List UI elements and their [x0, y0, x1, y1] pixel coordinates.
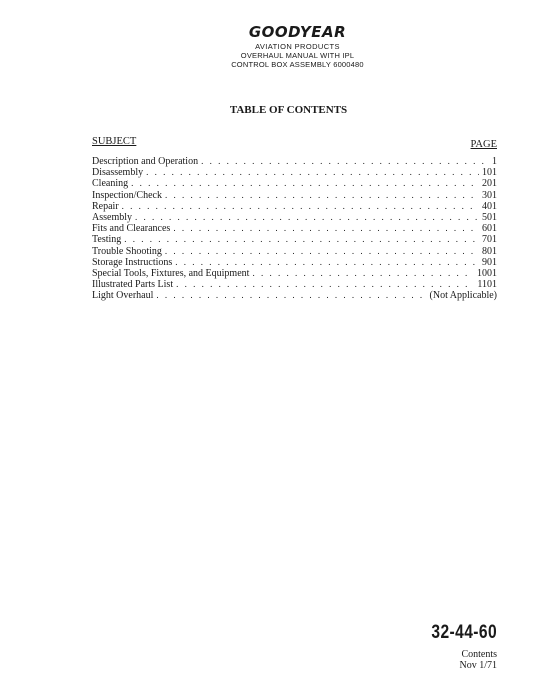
leader-dots: [176, 279, 474, 290]
toc-entry-page: 1: [492, 156, 497, 167]
leader-dots: [156, 290, 426, 301]
toc-entry-subject: Cleaning: [92, 178, 129, 190]
brand-logo: GOODYEAR: [248, 23, 347, 41]
leader-dots: [165, 246, 479, 257]
toc-entry-subject: Inspection/Check: [92, 189, 162, 201]
toc-entry-page: (Not Applicable): [429, 290, 497, 302]
toc-entry-page: 701: [482, 234, 497, 246]
leader-dots: [165, 190, 479, 201]
toc-entry-trouble-shooting[interactable]: [92, 246, 497, 257]
toc-entry-illustrated-parts[interactable]: [92, 279, 497, 290]
toc-entry-special-tools[interactable]: [92, 268, 497, 279]
toc-entry-subject: Testing: [92, 234, 122, 246]
toc-entry-disassembly[interactable]: [92, 167, 497, 178]
toc-entry-page: 801: [482, 245, 497, 257]
leader-dots: [252, 268, 474, 279]
document-header: [0, 24, 541, 69]
manual-title: OVERHAUL MANUAL WITH IPL: [240, 51, 355, 60]
revision-date: Nov 1/71: [459, 660, 497, 671]
toc-entry-subject: Trouble Shooting: [92, 245, 162, 257]
toc-entry-storage[interactable]: [92, 257, 497, 268]
leader-dots: [122, 201, 479, 212]
subject-column-header: SUBJECT: [92, 136, 137, 147]
toc-entry-testing[interactable]: [92, 234, 497, 245]
toc-entry-page: 101: [482, 167, 497, 179]
chapter-code: 32-44-60: [431, 622, 497, 643]
toc-entry-description[interactable]: [92, 156, 497, 167]
toc-entry-subject: Assembly: [92, 212, 132, 224]
toc-entry-page: 201: [482, 178, 497, 190]
toc-list: [92, 156, 497, 302]
toc-entry-page: 601: [482, 223, 497, 235]
toc-entry-repair[interactable]: [92, 201, 497, 212]
leader-dots: [146, 167, 479, 178]
toc-entry-light-overhaul[interactable]: [92, 290, 497, 301]
toc-entry-page: 901: [482, 256, 497, 268]
leader-dots: [124, 234, 479, 245]
toc-entry-subject: Illustrated Parts List: [92, 279, 174, 291]
toc-entry-subject: Storage Instructions: [92, 256, 173, 268]
manual-assembly: CONTROL BOX ASSEMBLY 6000480: [231, 60, 364, 69]
leader-dots: [135, 212, 479, 223]
toc-entry-assembly[interactable]: [92, 212, 497, 223]
leader-dots: [131, 178, 479, 189]
toc-entry-inspection[interactable]: [92, 190, 497, 201]
toc-entry-page: 501: [482, 212, 497, 224]
leader-dots: [173, 223, 479, 234]
toc-entry-subject: Disassembly: [92, 167, 144, 179]
brand-subtitle: AVIATION PRODUCTS: [255, 42, 340, 51]
toc-entry-page: 401: [482, 200, 497, 212]
toc-entry-page: 301: [482, 189, 497, 201]
leader-dots: [175, 257, 479, 268]
toc-entry-page: 1001: [477, 268, 497, 280]
toc-entry-fits-clearances[interactable]: [92, 223, 497, 234]
toc-entry-subject: Fits and Clearances: [92, 223, 171, 235]
toc-entry-subject: Repair: [92, 200, 119, 212]
toc-entry-page: 1101: [477, 279, 497, 291]
toc-entry-subject: Description and Operation: [92, 156, 199, 167]
toc-title: TABLE OF CONTENTS: [229, 104, 348, 116]
toc-entry-subject: Light Overhaul: [92, 290, 154, 302]
section-label: Contents: [461, 649, 497, 660]
leader-dots: [201, 156, 489, 167]
toc-entry-subject: Special Tools, Fixtures, and Equipment: [92, 268, 250, 280]
toc-entry-cleaning[interactable]: [92, 178, 497, 189]
page-column-header: PAGE: [470, 139, 497, 150]
